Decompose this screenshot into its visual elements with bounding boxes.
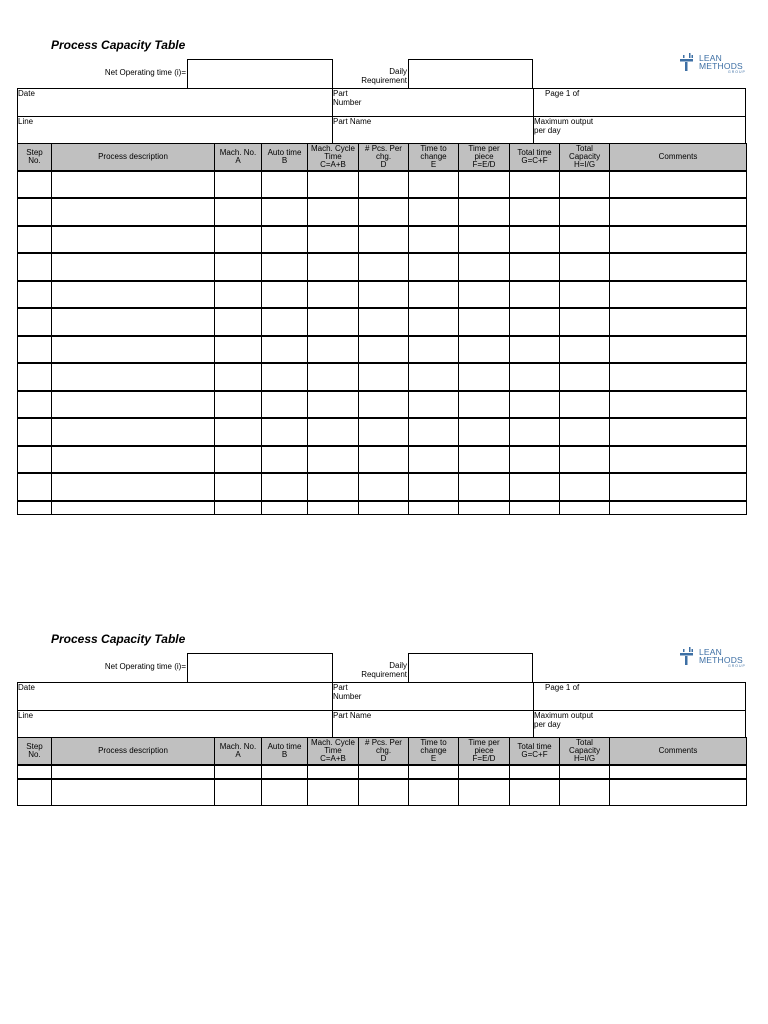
table-cell[interactable] xyxy=(409,779,459,806)
table-cell[interactable] xyxy=(18,391,52,418)
table-cell[interactable] xyxy=(459,363,510,391)
table-cell[interactable] xyxy=(18,171,52,198)
table-cell[interactable] xyxy=(560,446,610,473)
col-process-description: Process description xyxy=(52,144,215,171)
table-cell[interactable] xyxy=(560,765,610,779)
table-cell[interactable] xyxy=(308,779,359,806)
table-cell[interactable] xyxy=(610,765,747,779)
table-cell[interactable] xyxy=(52,171,215,198)
table-cell[interactable] xyxy=(308,253,359,281)
col-time-to-change: Time to change E xyxy=(409,738,459,765)
line-label: Line xyxy=(18,117,34,126)
table-cell[interactable] xyxy=(215,198,262,226)
table-cell[interactable] xyxy=(308,363,359,391)
date-label: Date xyxy=(18,683,35,692)
table-cell[interactable] xyxy=(52,226,215,253)
table-cell[interactable] xyxy=(610,779,747,806)
table-cell[interactable] xyxy=(52,473,215,501)
page-label: Page 1 of xyxy=(545,89,580,98)
table-cell[interactable] xyxy=(18,765,52,779)
table-cell[interactable] xyxy=(610,171,747,198)
table-cell[interactable] xyxy=(52,501,215,515)
col-total-time: Total time G=C+F xyxy=(510,144,560,171)
table-cell[interactable] xyxy=(262,281,308,308)
table-cell[interactable] xyxy=(610,473,747,501)
table-cell[interactable] xyxy=(560,198,610,226)
table-row xyxy=(18,308,747,336)
table-cell[interactable] xyxy=(262,391,308,418)
table-cell[interactable] xyxy=(560,391,610,418)
table-cell[interactable] xyxy=(510,253,560,281)
table-cell[interactable] xyxy=(409,765,459,779)
table-cell[interactable] xyxy=(510,336,560,363)
table-cell[interactable] xyxy=(52,363,215,391)
table-cell[interactable] xyxy=(359,171,409,198)
table-cell[interactable] xyxy=(308,281,359,308)
table-cell[interactable] xyxy=(459,446,510,473)
table-cell[interactable] xyxy=(510,501,560,515)
col-total-capacity: Total Capacity H=I/G xyxy=(560,738,610,765)
logo-lean: LEAN xyxy=(699,53,723,63)
capacity-table xyxy=(17,737,747,806)
col-step: Step No. xyxy=(18,738,52,765)
page-label: Page 1 of xyxy=(545,683,580,692)
table-row xyxy=(18,281,747,308)
table-cell[interactable] xyxy=(610,501,747,515)
table-cell[interactable] xyxy=(610,198,747,226)
table-cell[interactable] xyxy=(215,418,262,446)
table-cell[interactable] xyxy=(409,198,459,226)
table-cell[interactable] xyxy=(359,308,409,336)
table-cell[interactable] xyxy=(459,253,510,281)
table-cell[interactable] xyxy=(510,363,560,391)
lean-methods-logo xyxy=(678,52,748,74)
table-cell[interactable] xyxy=(18,198,52,226)
logo-methods: METHODS xyxy=(699,61,743,71)
table-cell[interactable] xyxy=(18,281,52,308)
table-cell[interactable] xyxy=(560,501,610,515)
net-operating-label: Net Operating time (i)= xyxy=(104,68,186,77)
table-cell[interactable] xyxy=(610,253,747,281)
table-cell[interactable] xyxy=(308,171,359,198)
table-row xyxy=(18,779,747,806)
table-cell[interactable] xyxy=(18,253,52,281)
col-mach-cycle-time: Mach. Cycle Time C=A+B xyxy=(308,738,359,765)
table-cell[interactable] xyxy=(459,281,510,308)
table-cell[interactable] xyxy=(359,391,409,418)
table-cell[interactable] xyxy=(560,226,610,253)
sheet-title: Process Capacity Table xyxy=(51,38,186,52)
table-cell[interactable] xyxy=(215,765,262,779)
table-cell[interactable] xyxy=(359,253,409,281)
table-cell[interactable] xyxy=(409,473,459,501)
table-cell[interactable] xyxy=(409,446,459,473)
table-cell[interactable] xyxy=(610,446,747,473)
table-cell[interactable] xyxy=(308,336,359,363)
table-cell[interactable] xyxy=(308,765,359,779)
table-row xyxy=(18,226,747,253)
table-cell[interactable] xyxy=(215,171,262,198)
table-cell[interactable] xyxy=(308,391,359,418)
table-cell[interactable] xyxy=(215,336,262,363)
net-operating-label: Net Operating time (i)= xyxy=(104,662,186,671)
table-cell[interactable] xyxy=(359,336,409,363)
table-cell[interactable] xyxy=(510,765,560,779)
table-cell[interactable] xyxy=(459,779,510,806)
table-row xyxy=(18,253,747,281)
col-time-per-piece: Time per piece F=E/D xyxy=(459,144,510,171)
col-comments: Comments xyxy=(610,738,747,765)
table-cell[interactable] xyxy=(18,446,52,473)
table-row xyxy=(18,446,747,473)
table-cell[interactable] xyxy=(409,253,459,281)
part-number-field[interactable] xyxy=(332,682,534,711)
table-cell[interactable] xyxy=(52,198,215,226)
table-row xyxy=(18,198,747,226)
max-output-label-1: Maximum output xyxy=(534,711,594,720)
table-cell[interactable] xyxy=(359,198,409,226)
daily-requirement-label-1: Daily xyxy=(389,67,407,76)
logo-cross-icon xyxy=(678,646,695,666)
table-cell[interactable] xyxy=(610,226,747,253)
table-cell[interactable] xyxy=(510,226,560,253)
table-cell[interactable] xyxy=(215,226,262,253)
table-cell[interactable] xyxy=(262,446,308,473)
table-cell[interactable] xyxy=(459,418,510,446)
table-cell[interactable] xyxy=(560,779,610,806)
capacity-table xyxy=(17,143,747,515)
col-pcs-per-chg: # Pcs. Per chg. D xyxy=(359,738,409,765)
net-operating-field[interactable] xyxy=(187,653,333,683)
table-cell[interactable] xyxy=(215,446,262,473)
col-mach-no: Mach. No. A xyxy=(215,144,262,171)
col-time-per-piece: Time per piece F=E/D xyxy=(459,738,510,765)
col-auto-time: Auto time B xyxy=(262,144,308,171)
line-field[interactable] xyxy=(17,710,333,738)
table-cell[interactable] xyxy=(18,336,52,363)
table-cell[interactable] xyxy=(262,198,308,226)
col-mach-cycle-time: Mach. Cycle Time C=A+B xyxy=(308,144,359,171)
table-cell[interactable] xyxy=(52,336,215,363)
daily-requirement-field[interactable] xyxy=(408,59,533,89)
line-label: Line xyxy=(18,711,34,720)
part-name-label: Part Name xyxy=(333,117,372,126)
table-cell[interactable] xyxy=(308,501,359,515)
col-step: Step No. xyxy=(18,144,52,171)
table-cell[interactable] xyxy=(262,418,308,446)
table-cell[interactable] xyxy=(262,501,308,515)
table-cell[interactable] xyxy=(510,473,560,501)
table-row xyxy=(18,501,747,515)
table-cell[interactable] xyxy=(459,501,510,515)
table-cell[interactable] xyxy=(359,473,409,501)
table-row xyxy=(18,391,747,418)
part-number-label-1: Part xyxy=(333,89,348,98)
table-cell[interactable] xyxy=(262,171,308,198)
table-cell[interactable] xyxy=(459,226,510,253)
table-cell[interactable] xyxy=(52,418,215,446)
table-cell[interactable] xyxy=(459,765,510,779)
daily-requirement-field[interactable] xyxy=(408,653,533,683)
col-total-time: Total time G=C+F xyxy=(510,738,560,765)
col-mach-no: Mach. No. A xyxy=(215,738,262,765)
table-cell[interactable] xyxy=(52,281,215,308)
table-cell[interactable] xyxy=(459,171,510,198)
col-auto-time: Auto time B xyxy=(262,738,308,765)
table-cell[interactable] xyxy=(510,418,560,446)
table-cell[interactable] xyxy=(262,336,308,363)
table-cell[interactable] xyxy=(409,281,459,308)
table-cell[interactable] xyxy=(18,308,52,336)
table-cell[interactable] xyxy=(610,308,747,336)
table-row xyxy=(18,336,747,363)
table-cell[interactable] xyxy=(409,336,459,363)
table-cell[interactable] xyxy=(510,391,560,418)
table-cell[interactable] xyxy=(560,363,610,391)
table-cell[interactable] xyxy=(308,308,359,336)
table-cell[interactable] xyxy=(52,779,215,806)
table-cell[interactable] xyxy=(409,226,459,253)
logo-methods: METHODS xyxy=(699,655,743,665)
table-cell[interactable] xyxy=(560,418,610,446)
table-row xyxy=(18,765,747,779)
table-cell[interactable] xyxy=(308,473,359,501)
col-process-description: Process description xyxy=(52,738,215,765)
table-cell[interactable] xyxy=(359,363,409,391)
daily-requirement-label-1: Daily xyxy=(389,661,407,670)
table-cell[interactable] xyxy=(52,253,215,281)
date-label: Date xyxy=(18,89,35,98)
table-cell[interactable] xyxy=(459,198,510,226)
col-pcs-per-chg: # Pcs. Per chg. D xyxy=(359,144,409,171)
table-cell[interactable] xyxy=(215,473,262,501)
table-cell[interactable] xyxy=(510,281,560,308)
table-cell[interactable] xyxy=(610,336,747,363)
table-cell[interactable] xyxy=(510,779,560,806)
table-cell[interactable] xyxy=(18,226,52,253)
daily-requirement-label-2: Requirement xyxy=(361,670,407,679)
date-field[interactable] xyxy=(17,682,333,711)
col-time-to-change: Time to change E xyxy=(409,144,459,171)
table-cell[interactable] xyxy=(560,281,610,308)
line-field[interactable] xyxy=(17,116,333,144)
table-cell[interactable] xyxy=(610,418,747,446)
table-cell[interactable] xyxy=(18,501,52,515)
table-row xyxy=(18,171,747,198)
table-cell[interactable] xyxy=(52,446,215,473)
table-cell[interactable] xyxy=(262,253,308,281)
table-cell[interactable] xyxy=(359,765,409,779)
table-cell[interactable] xyxy=(409,391,459,418)
daily-requirement-label-2: Requirement xyxy=(361,76,407,85)
table-cell[interactable] xyxy=(409,171,459,198)
table-cell[interactable] xyxy=(459,473,510,501)
max-output-label-2: per day xyxy=(534,126,561,135)
lean-methods-logo xyxy=(678,646,748,668)
table-cell[interactable] xyxy=(359,446,409,473)
table-cell[interactable] xyxy=(308,198,359,226)
table-cell[interactable] xyxy=(308,418,359,446)
col-comments: Comments xyxy=(610,144,747,171)
table-cell[interactable] xyxy=(215,253,262,281)
table-cell[interactable] xyxy=(262,473,308,501)
table-cell[interactable] xyxy=(359,281,409,308)
table-cell[interactable] xyxy=(560,473,610,501)
table-header-row xyxy=(18,738,747,765)
part-name-label: Part Name xyxy=(333,711,372,720)
table-cell[interactable] xyxy=(52,391,215,418)
table-cell[interactable] xyxy=(510,198,560,226)
table-cell[interactable] xyxy=(359,226,409,253)
date-field[interactable] xyxy=(17,88,333,117)
table-cell[interactable] xyxy=(18,779,52,806)
max-output-label-2: per day xyxy=(534,720,561,729)
table-cell[interactable] xyxy=(215,281,262,308)
table-cell[interactable] xyxy=(215,391,262,418)
sheet-title: Process Capacity Table xyxy=(51,632,186,646)
table-cell[interactable] xyxy=(262,779,308,806)
table-cell[interactable] xyxy=(560,171,610,198)
table-cell[interactable] xyxy=(215,501,262,515)
logo-group: GROUP xyxy=(728,70,746,74)
table-cell[interactable] xyxy=(18,473,52,501)
table-cell[interactable] xyxy=(610,363,747,391)
part-number-field[interactable] xyxy=(332,88,534,117)
table-header-row xyxy=(18,144,747,171)
part-number-label-2: Number xyxy=(333,692,362,701)
table-row xyxy=(18,363,747,391)
table-cell[interactable] xyxy=(18,363,52,391)
table-cell[interactable] xyxy=(409,418,459,446)
max-output-label-1: Maximum output xyxy=(534,117,594,126)
table-cell[interactable] xyxy=(52,765,215,779)
table-cell[interactable] xyxy=(409,501,459,515)
table-cell[interactable] xyxy=(308,446,359,473)
table-cell[interactable] xyxy=(459,391,510,418)
table-cell[interactable] xyxy=(510,446,560,473)
table-cell[interactable] xyxy=(610,281,747,308)
table-cell[interactable] xyxy=(215,363,262,391)
table-row xyxy=(18,418,747,446)
table-cell[interactable] xyxy=(409,363,459,391)
table-cell[interactable] xyxy=(359,779,409,806)
table-cell[interactable] xyxy=(262,226,308,253)
net-operating-field[interactable] xyxy=(187,59,333,89)
table-cell[interactable] xyxy=(359,418,409,446)
table-cell[interactable] xyxy=(510,308,560,336)
table-cell[interactable] xyxy=(459,336,510,363)
logo-group: GROUP xyxy=(728,664,746,668)
table-cell[interactable] xyxy=(262,765,308,779)
table-cell[interactable] xyxy=(560,336,610,363)
logo-cross-icon xyxy=(678,52,695,72)
part-number-label-2: Number xyxy=(333,98,362,107)
table-cell[interactable] xyxy=(510,171,560,198)
table-cell[interactable] xyxy=(215,308,262,336)
table-cell[interactable] xyxy=(262,308,308,336)
table-cell[interactable] xyxy=(215,779,262,806)
table-cell[interactable] xyxy=(610,391,747,418)
part-number-label-1: Part xyxy=(333,683,348,692)
table-cell[interactable] xyxy=(459,308,510,336)
logo-lean: LEAN xyxy=(699,647,723,657)
col-total-capacity: Total Capacity H=I/G xyxy=(560,144,610,171)
table-cell[interactable] xyxy=(52,308,215,336)
table-cell[interactable] xyxy=(359,501,409,515)
table-cell[interactable] xyxy=(18,418,52,446)
table-cell[interactable] xyxy=(560,308,610,336)
table-row xyxy=(18,473,747,501)
table-cell[interactable] xyxy=(560,253,610,281)
table-cell[interactable] xyxy=(262,363,308,391)
table-cell[interactable] xyxy=(409,308,459,336)
table-cell[interactable] xyxy=(308,226,359,253)
